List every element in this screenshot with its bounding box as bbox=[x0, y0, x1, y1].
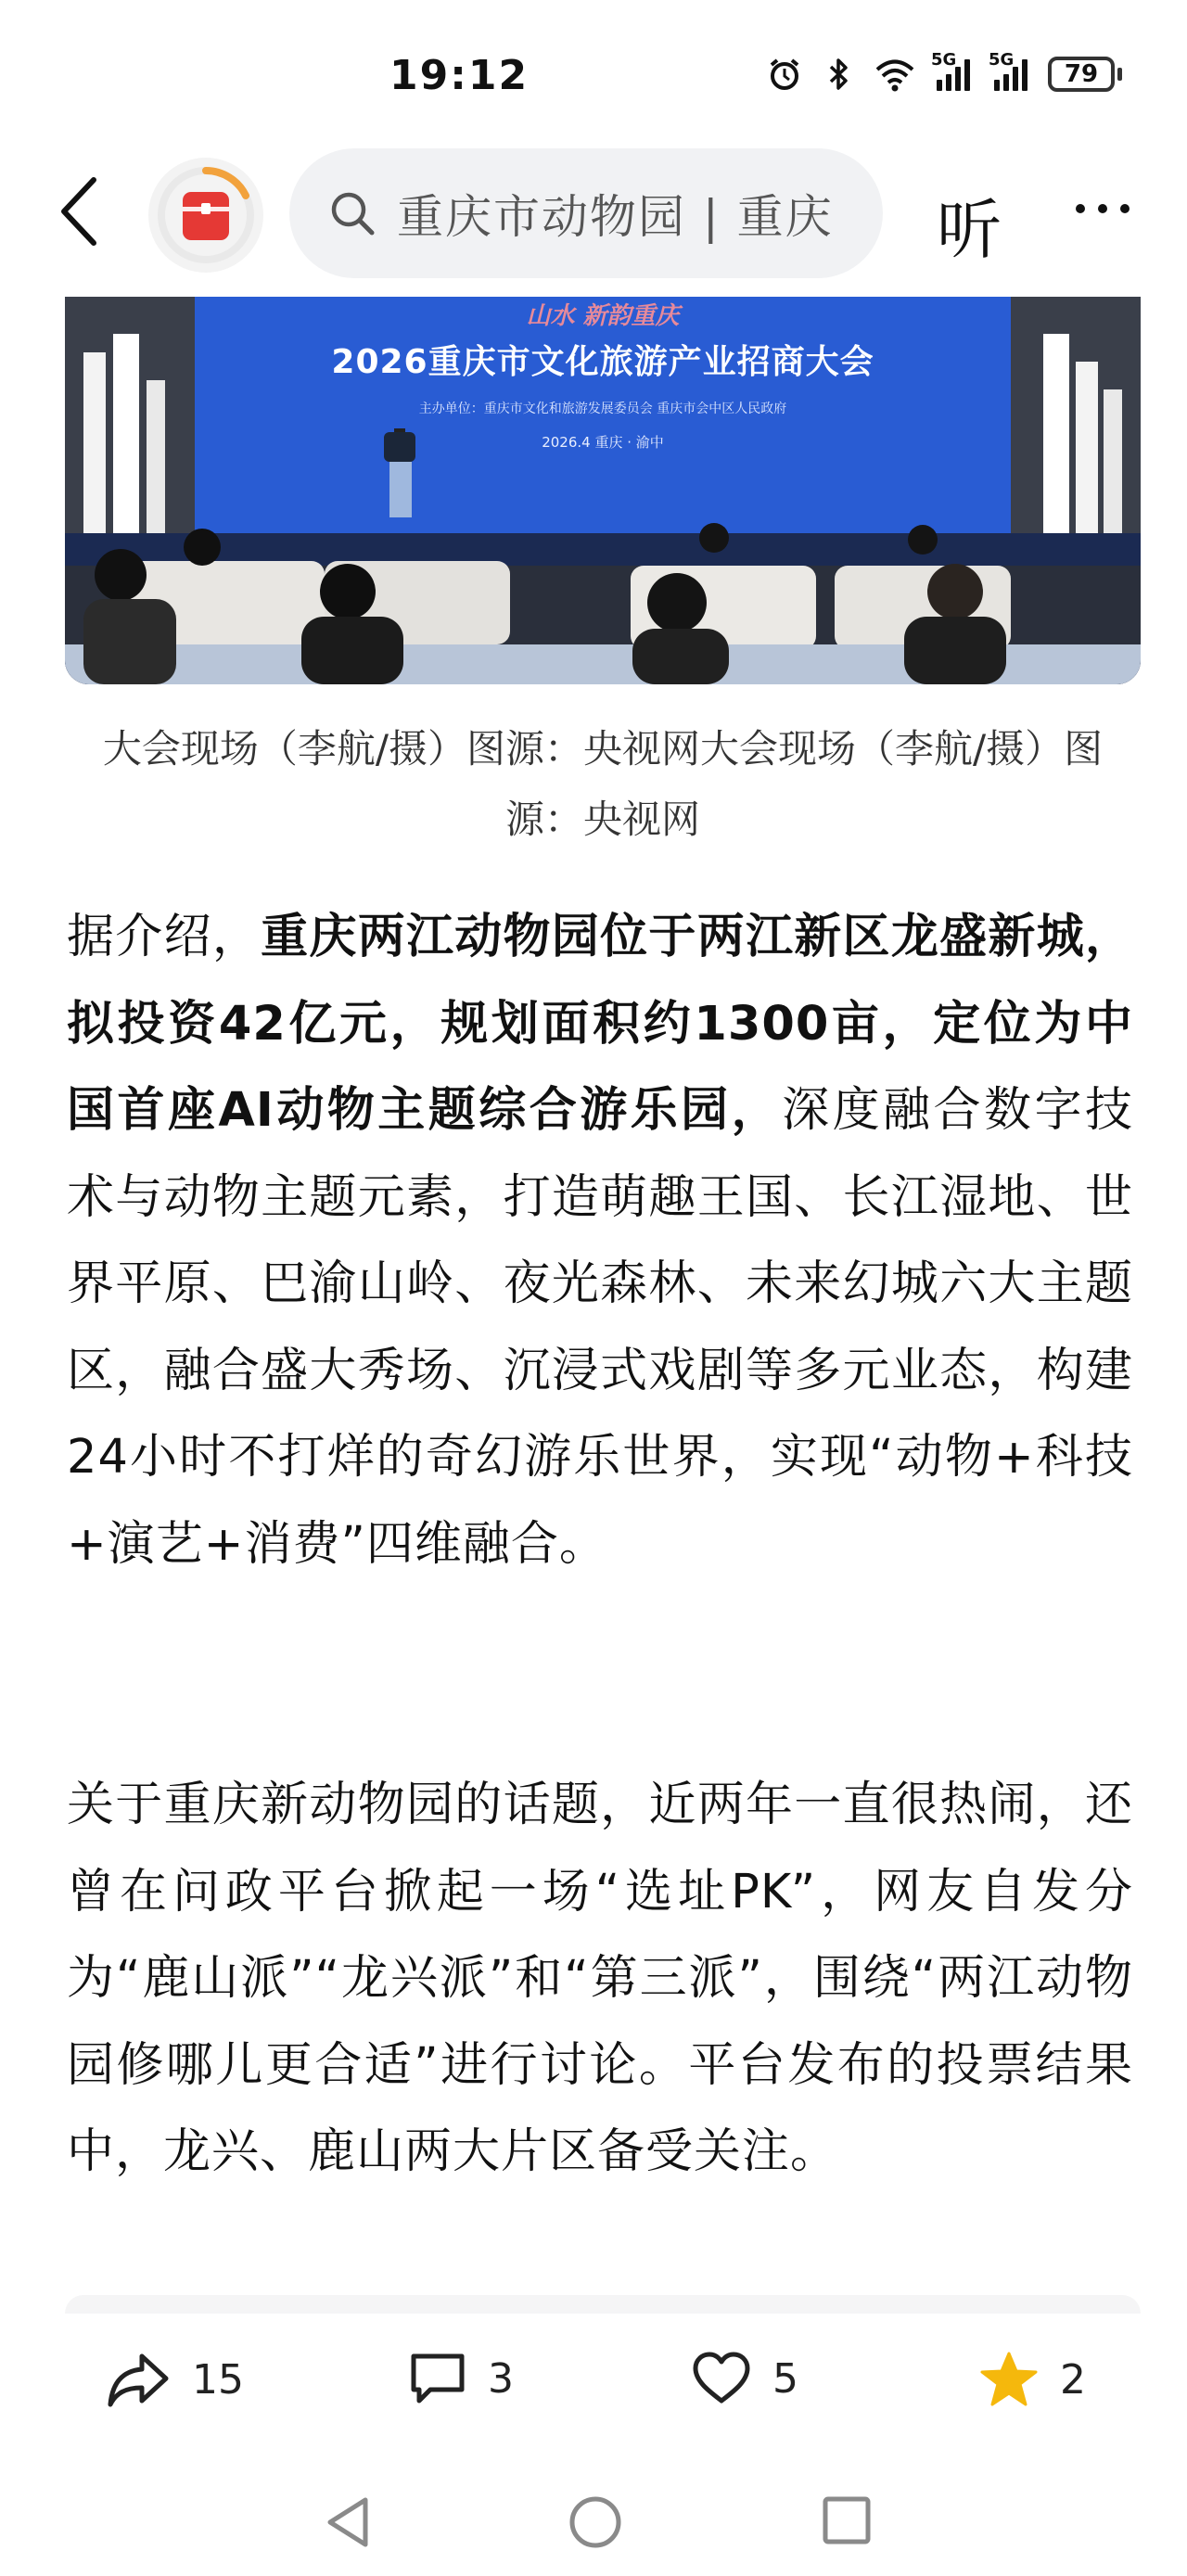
star-icon bbox=[978, 2351, 1040, 2408]
comment-count: 3 bbox=[488, 2354, 514, 2403]
search-query: 重庆市动物园 | 重庆 bbox=[397, 190, 834, 244]
more-options-button[interactable] bbox=[1076, 204, 1130, 213]
like-count: 5 bbox=[772, 2354, 798, 2403]
hero-date: 2026.4 重庆 · 渝中 bbox=[542, 434, 664, 451]
hero-subtitle: 主办单位：重庆市文化和旅游发展委员会 重庆市会中区人民政府 bbox=[418, 402, 787, 416]
status-time: 19:12 bbox=[389, 52, 530, 99]
alarm-icon bbox=[766, 56, 803, 93]
network-type-2: 5G bbox=[989, 50, 1015, 70]
article-paragraph-2: 关于重庆新动物园的话题，近两年一直很热闹，还曾在问政平台掀起一场“选址PK”，网友自发分为“鹿山派”“龙兴派”和“第三派”，围绕“两江动物园修哪儿更合适”进行讨论。平台发布的投票结果中，龙兴、鹿山两大片区备受关注。 bbox=[67, 1778, 1133, 2179]
image-caption: 大会现场（李航/摄）图源：央视网大会现场（李航/摄）图源：央视网 bbox=[102, 726, 1104, 842]
comment-button[interactable] bbox=[408, 2351, 514, 2406]
system-home-icon[interactable] bbox=[568, 2494, 623, 2550]
content-divider bbox=[65, 2295, 1141, 2314]
back-button[interactable] bbox=[46, 174, 111, 249]
heart-icon bbox=[691, 2351, 752, 2406]
hero-title: 2026重庆市文化旅游产业招商大会 bbox=[331, 343, 874, 381]
like-button[interactable] bbox=[691, 2351, 798, 2406]
article-paragraph-1 bbox=[67, 894, 1133, 1588]
wifi-icon bbox=[874, 56, 916, 93]
status-icons bbox=[766, 50, 1122, 93]
app-logo[interactable] bbox=[148, 158, 263, 273]
search-icon bbox=[328, 189, 377, 237]
favorite-button[interactable] bbox=[978, 2351, 1086, 2408]
status-bar bbox=[0, 0, 1187, 139]
comment-icon bbox=[408, 2351, 467, 2406]
more-dot-icon bbox=[1098, 204, 1107, 213]
system-back-icon[interactable] bbox=[325, 2494, 371, 2550]
share-count: 15 bbox=[192, 2355, 244, 2404]
article-action-bar bbox=[0, 2314, 1187, 2453]
favorite-count: 2 bbox=[1060, 2355, 1086, 2404]
p1-highlight: 重庆两江动物园位于两江新区龙盛新城，拟投资42亿元，规划面积约1300亩，定位为中国首座AI动物主题综合游乐园， bbox=[67, 910, 1133, 1138]
listen-button[interactable]: 听 bbox=[937, 192, 1002, 268]
p1-rest: 深度融合数字技术与动物主题元素，打造萌趣王国、长江湿地、世界平原、巴渝山岭、夜光森林、未来幻城六大主题区，融合盛大秀场、沉浸式戏剧等多元业态，构建24小时不打烊的奇幻游乐世界，实现“动物+科技+演艺+消费”四维融合。 bbox=[67, 1083, 1133, 1572]
search-field[interactable] bbox=[289, 148, 883, 278]
top-nav-bar bbox=[0, 139, 1187, 287]
system-recents-icon[interactable] bbox=[821, 2494, 873, 2546]
network-type-1: 5G bbox=[931, 50, 957, 70]
system-nav-bar bbox=[0, 2467, 1187, 2576]
signal-1-icon bbox=[931, 50, 974, 91]
battery-icon bbox=[1048, 57, 1122, 92]
news-app-icon bbox=[155, 164, 257, 266]
bluetooth-icon bbox=[820, 56, 857, 93]
share-button[interactable] bbox=[107, 2351, 244, 2408]
hero-slogan: 山水 新韵重庆 bbox=[526, 302, 680, 330]
battery-level: 79 bbox=[1048, 57, 1115, 92]
chevron-left-icon bbox=[58, 176, 99, 247]
p1-lead: 据介绍， bbox=[67, 910, 262, 964]
article-image[interactable] bbox=[65, 297, 1141, 684]
share-icon bbox=[107, 2351, 172, 2408]
more-dot-icon bbox=[1076, 204, 1085, 213]
more-dot-icon bbox=[1120, 204, 1130, 213]
signal-2-icon bbox=[989, 50, 1031, 91]
